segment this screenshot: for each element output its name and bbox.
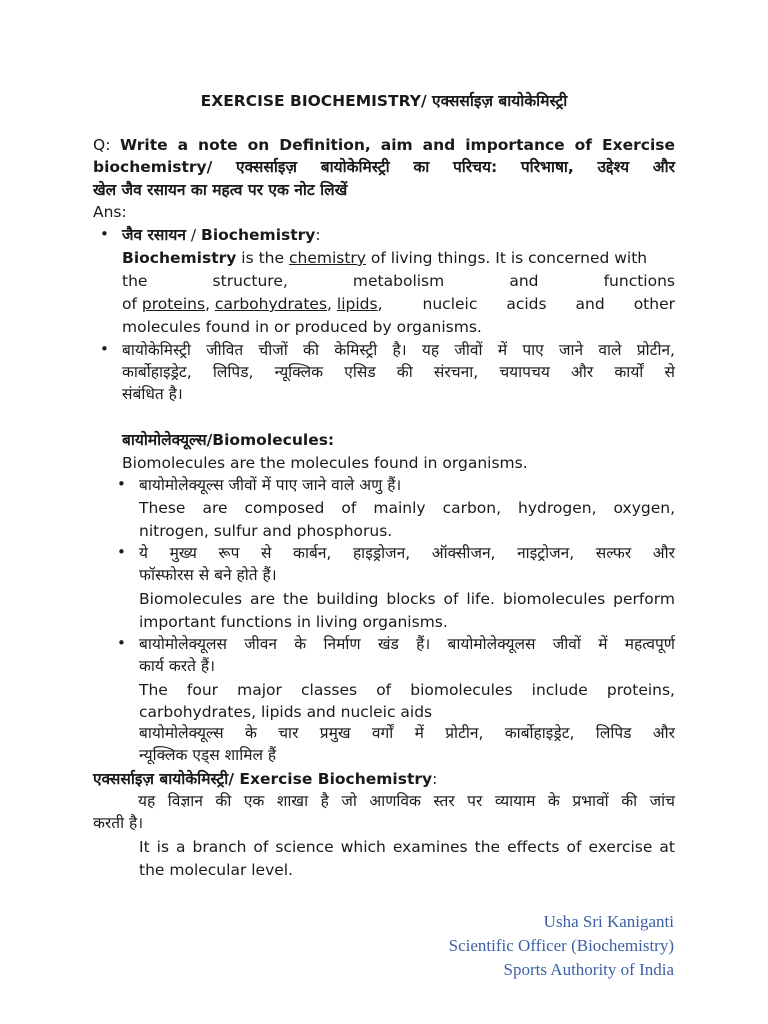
biomolecules-bullet-1: बायोमोलेक्यूल्स जीवों में पाए जाने वाले अणु हैं। — [139, 476, 402, 494]
heading-hindi: जैव रसायन — [122, 226, 186, 244]
heading-english: Biochemistry — [201, 226, 316, 244]
exercise-hindi-line-2: करती है। — [93, 814, 144, 832]
biomolecules-bullet-2-en-1: Biomolecules are the building blocks of life. biomolecules perform — [139, 590, 675, 608]
heading-text: एक्सर्साइज़ बायोकेमिस्ट्री/ Exercise Biochemistry — [93, 770, 433, 788]
biomolecules-bullet-2-line-2: फॉस्फोरस से बने होते हैं। — [139, 566, 277, 584]
biomolecules-heading: बायोमोलेक्यूल्स/Biomolecules: — [122, 431, 335, 449]
biomolecules-bullet-3-hi-2: न्यूक्लिक एड्स शामिल हैं — [139, 746, 277, 764]
heading-colon: : — [432, 770, 438, 788]
biomolecules-bullet-3-en-1: The four major classes of biomolecules include proteins, — [139, 681, 675, 699]
text-fragment: of living things. It is concerned with — [365, 249, 648, 267]
biochemistry-definition-line-4: molecules found in or produced by organisms. — [122, 318, 482, 336]
biochemistry-heading — [122, 224, 321, 246]
biochemistry-definition-line-3 — [122, 293, 675, 315]
biomolecules-bullet-3-line-1: बायोमोलेक्यूलस जीवन के निर्माण खंड हैं। बायोमोलेक्यूलस जीवों में महत्वपूर्ण — [139, 635, 675, 653]
links-group: of proteins, carbohydrates, lipids, — [122, 295, 383, 313]
link-lipids[interactable]: lipids — [336, 295, 378, 313]
heading-separator: / — [185, 226, 202, 244]
exercise-hindi-line-1: यह विज्ञान की एक शाखा है जो आणविक स्तर पर व्यायाम के प्रभावों की जांच — [138, 792, 675, 810]
text-fragment: is the — [236, 249, 289, 267]
heading-colon: : — [315, 226, 321, 244]
biomolecules-bullet-1-en-1: These are composed of mainly carbon, hydrogen, oxygen, — [139, 499, 675, 517]
bullet: • — [100, 340, 109, 358]
term-biochemistry: Biochemistry — [122, 249, 237, 267]
question-line-2: biochemistry/ एक्सर्साइज़ बायोकेमिस्ट्री का परिचय: परिभाषा, उद्देश्य और — [93, 158, 675, 176]
author-role: Scientific Officer (Biochemistry) — [448, 936, 674, 955]
biomolecules-bullet-3-line-2: कार्य करते हैं। — [139, 657, 215, 675]
biomolecules-bullet-1-en-2: nitrogen, sulfur and phosphorus. — [139, 522, 393, 540]
link-proteins[interactable]: proteins — [141, 295, 206, 313]
biomolecules-bullet-2-line-1: ये मुख्य रूप से कार्बन, हाइड्रोजन, ऑक्सीजन, नाइट्रोजन, सल्फर और — [139, 544, 675, 562]
exercise-english-line-2: the molecular level. — [139, 861, 294, 879]
biomolecules-bullet-3-hi-1: बायोमोलेक्यूल्स के चार प्रमुख वर्गों में प्रोटीन, कार्बोहाइड्रेट, लिपिड और — [139, 724, 675, 742]
link-chemistry[interactable]: chemistry — [288, 249, 366, 267]
ans-label: Ans: — [93, 203, 127, 221]
exercise-english-line-1: It is a branch of science which examines the effects of exercise at — [139, 838, 675, 856]
text-fragment: of — [122, 295, 142, 313]
bullet: • — [100, 225, 109, 243]
question-prefix: Q: — [93, 136, 111, 154]
text-fragment: nucleic acids and other — [422, 295, 675, 313]
question-text: Write a note on Definition, aim and importance of Exercise — [119, 136, 675, 154]
biochemistry-definition-line-2: the structure, metabolism and functions — [122, 272, 675, 290]
bullet: • — [117, 475, 126, 493]
author-name: Usha Sri Kaniganti — [543, 912, 674, 931]
link-carbohydrates[interactable]: carbohydrates — [214, 295, 328, 313]
bullet: • — [117, 634, 126, 652]
question-line-1 — [93, 134, 675, 156]
biochemistry-hindi-line-1: बायोकेमिस्ट्री जीवित चीजों की केमिस्ट्री है। यह जीवों में पाए जाने वाले प्रोटीन, — [122, 341, 675, 359]
biomolecules-intro: Biomolecules are the molecules found in organisms. — [122, 454, 528, 472]
biochemistry-hindi-line-2: कार्बोहाइड्रेट, लिपिड, न्यूक्लिक एसिड की संरचना, चयापचय और कार्यों से — [122, 363, 675, 381]
page-title: EXERCISE BIOCHEMISTRY/ एक्सर्साइज़ बायोकेमिस्ट्री — [200, 92, 568, 110]
biochemistry-hindi-line-3: संबंधित है। — [122, 385, 183, 403]
exercise-biochemistry-heading — [93, 768, 437, 790]
biochemistry-definition-line-1 — [122, 247, 647, 269]
biomolecules-bullet-2-en-2: important functions in living organisms. — [139, 613, 448, 631]
biomolecules-bullet-3-en-2: carbohydrates, lipids and nucleic aids — [139, 703, 433, 721]
author-organization: Sports Authority of India — [503, 960, 674, 979]
question-line-3: खेल जैव रसायन का महत्व पर एक नोट लिखें — [93, 181, 348, 199]
bullet: • — [117, 543, 126, 561]
